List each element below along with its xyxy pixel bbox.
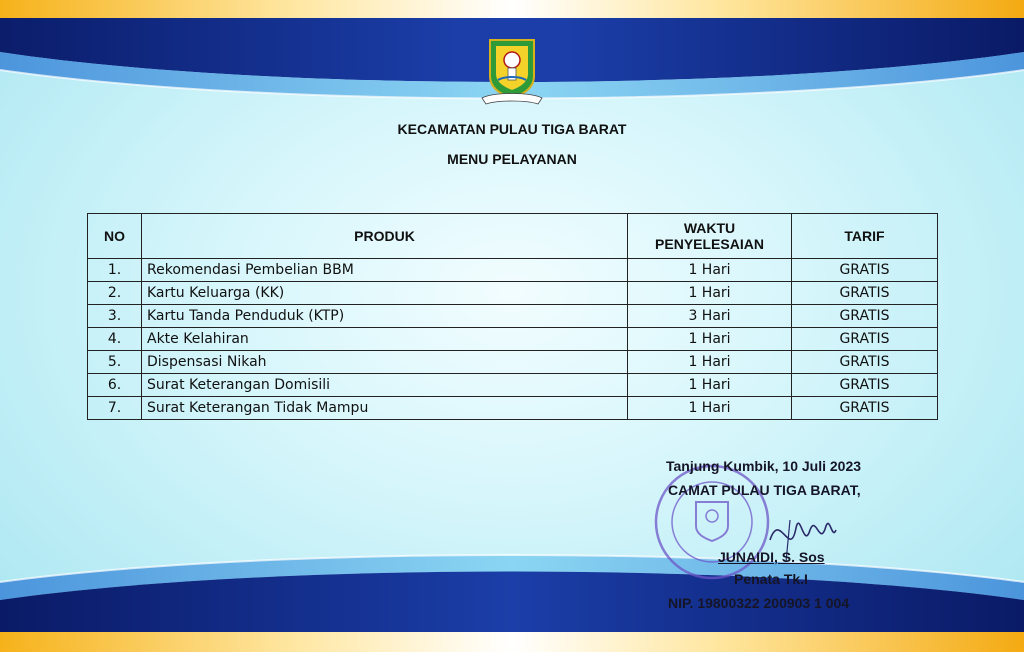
row-time: 1 Hari [628, 397, 792, 420]
row-tariff: GRATIS [792, 305, 938, 328]
row-product: Rekomendasi Pembelian BBM [142, 259, 628, 282]
header-time-line1: WAKTU [683, 220, 736, 236]
row-product: Surat Keterangan Domisili [142, 374, 628, 397]
row-no: 5. [88, 351, 142, 374]
table-row [88, 351, 938, 374]
row-tariff: GRATIS [792, 282, 938, 305]
row-time: 1 Hari [628, 259, 792, 282]
table-row [88, 328, 938, 351]
natuna-emblem-icon [480, 36, 544, 106]
signature-place-date: Tanjung Kumbik, 10 Juli 2023 [666, 458, 862, 474]
row-tariff: GRATIS [792, 351, 938, 374]
table-row [88, 282, 938, 305]
row-time: 1 Hari [628, 351, 792, 374]
table-row [88, 259, 938, 282]
row-tariff: GRATIS [792, 374, 938, 397]
service-table [87, 213, 938, 420]
header-tariff: TARIF [792, 214, 938, 259]
row-time: 1 Hari [628, 328, 792, 351]
row-time: 3 Hari [628, 305, 792, 328]
row-no: 7. [88, 397, 142, 420]
row-tariff: GRATIS [792, 259, 938, 282]
table-row [88, 305, 938, 328]
row-product: Dispensasi Nikah [142, 351, 628, 374]
signature-position: CAMAT PULAU TIGA BARAT, [668, 482, 861, 498]
header-time-line2: PENYELESAIAN [655, 236, 764, 252]
signature-rank: Penata Tk.I [734, 571, 808, 587]
table-row [88, 374, 938, 397]
row-product: Akte Kelahiran [142, 328, 628, 351]
row-no: 1. [88, 259, 142, 282]
row-product: Kartu Tanda Penduduk (KTP) [142, 305, 628, 328]
row-no: 2. [88, 282, 142, 305]
row-tariff: GRATIS [792, 397, 938, 420]
district-title: KECAMATAN PULAU TIGA BARAT [397, 121, 627, 137]
header-no: NO [88, 214, 142, 259]
signature-nip: NIP. 19800322 200903 1 004 [668, 595, 850, 611]
row-product: Kartu Keluarga (KK) [142, 282, 628, 305]
header-product: PRODUK [142, 214, 628, 259]
row-product: Surat Keterangan Tidak Mampu [142, 397, 628, 420]
signature-name: JUNAIDI, S. Sos [718, 549, 825, 565]
row-time: 1 Hari [628, 374, 792, 397]
row-no: 3. [88, 305, 142, 328]
table-header-row [88, 214, 938, 259]
table-row [88, 397, 938, 420]
header-time [628, 214, 792, 259]
row-tariff: GRATIS [792, 328, 938, 351]
row-no: 4. [88, 328, 142, 351]
row-no: 6. [88, 374, 142, 397]
row-time: 1 Hari [628, 282, 792, 305]
bottom-decorative-band [0, 542, 1024, 652]
menu-title: MENU PELAYANAN [447, 151, 577, 167]
